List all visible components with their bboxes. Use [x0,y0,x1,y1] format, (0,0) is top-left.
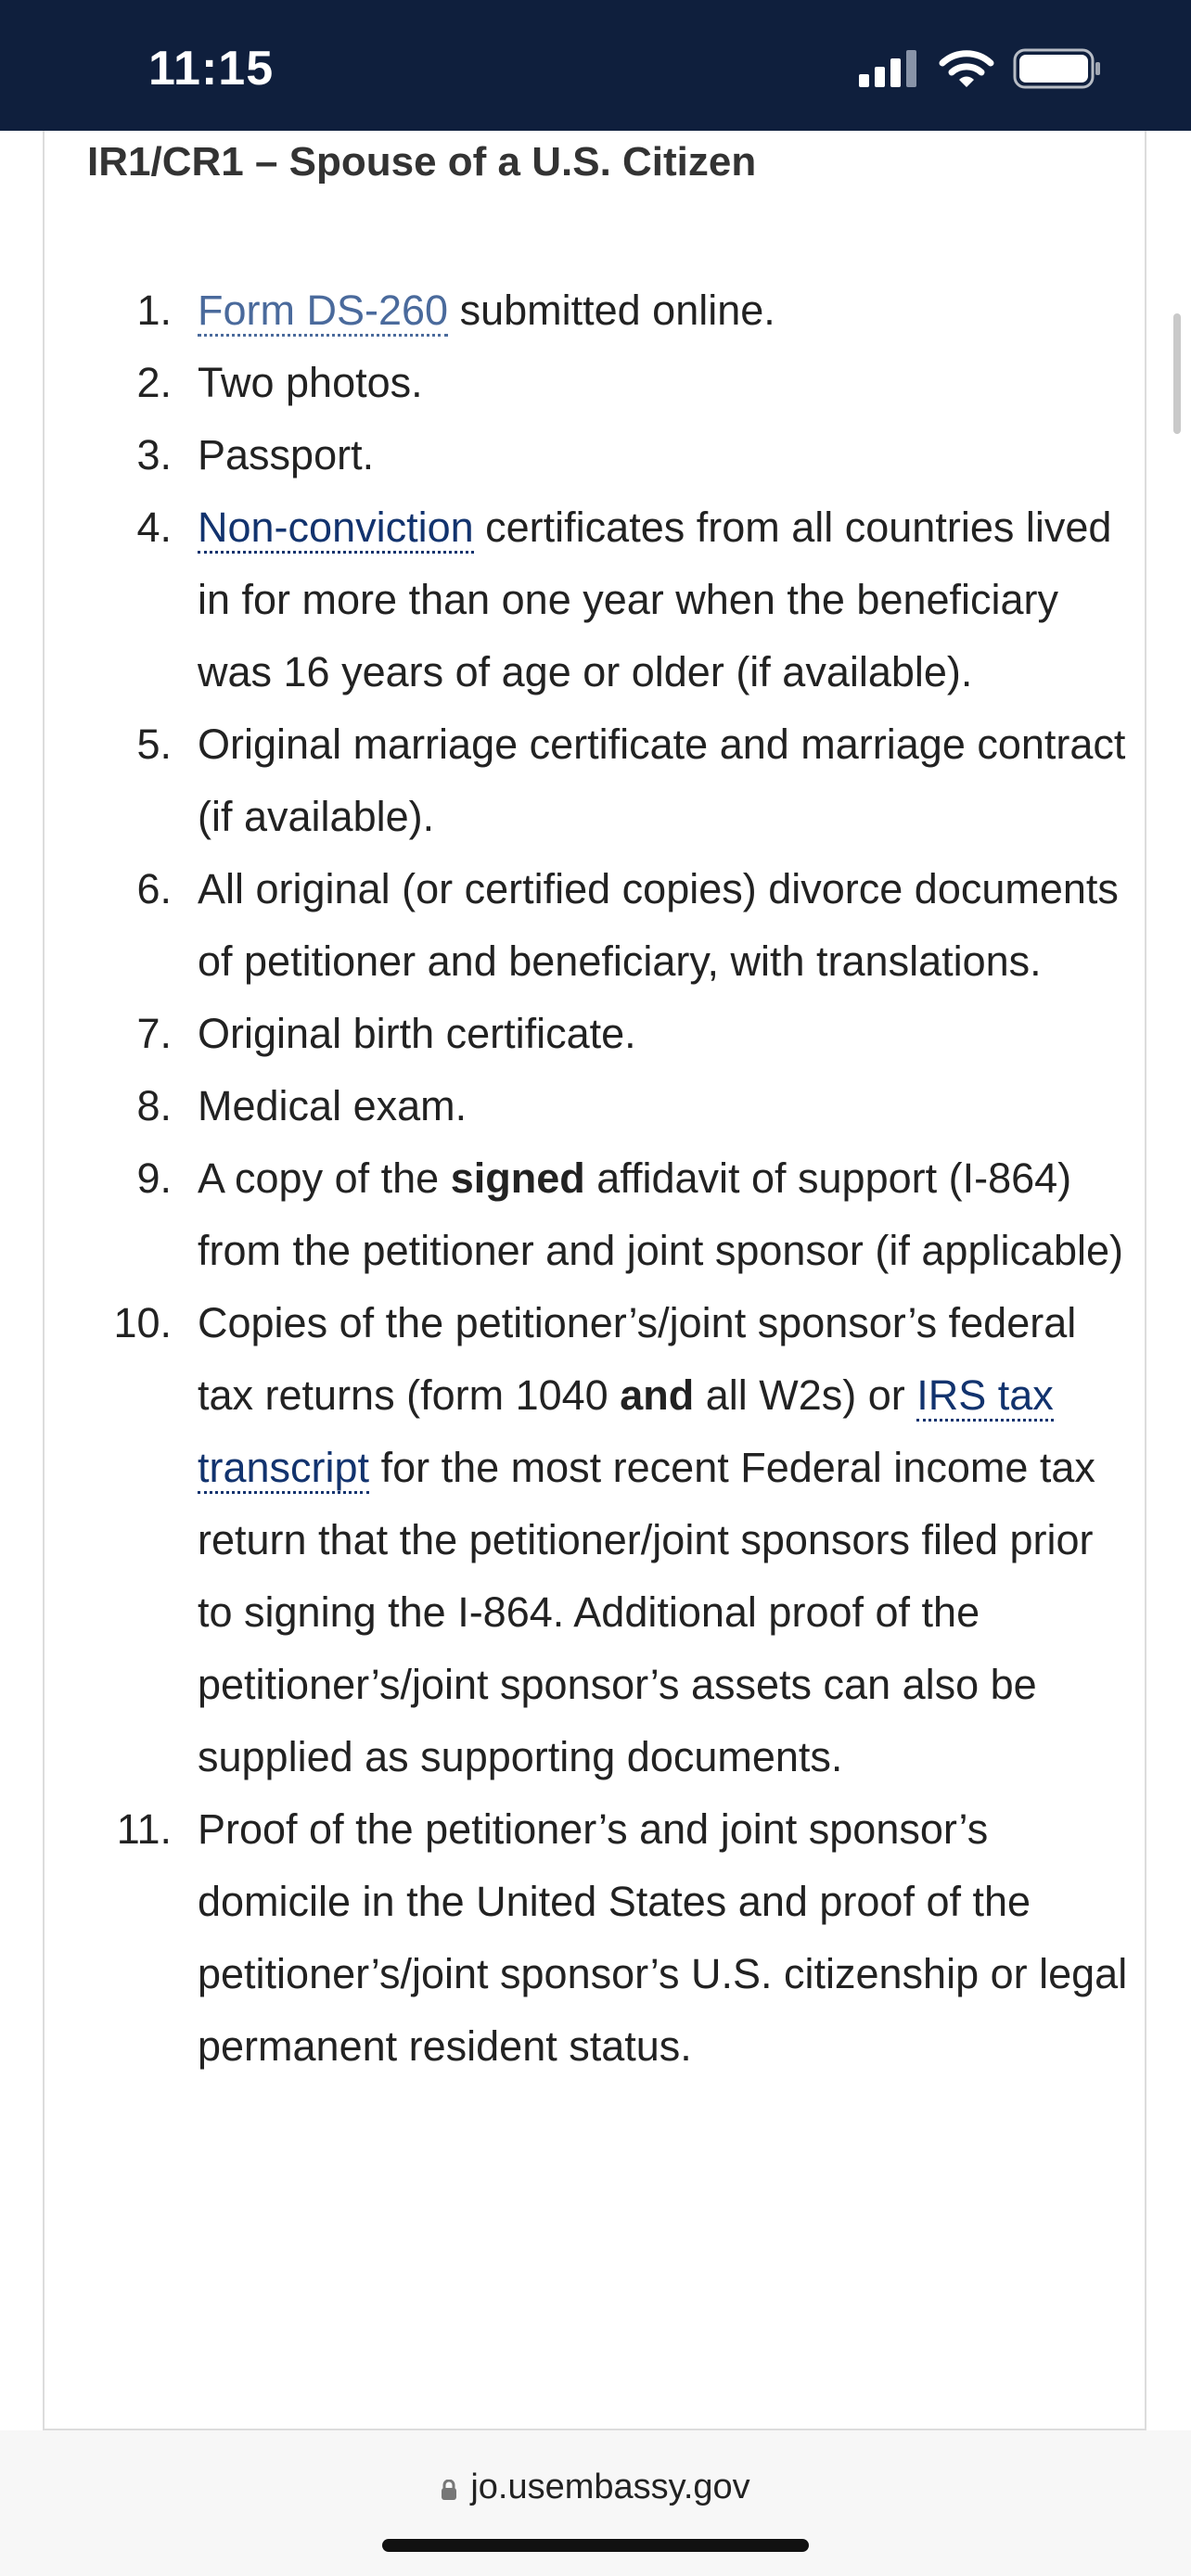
item-text: for the most recent Federal income tax return that the petitioner/joint sponsors filed prior to signing the I-864. Additional proof of the petitioner’s/joint sponsor’s assets can also be supplied as supporting documents. [198,1444,1095,1780]
list-item-number: 2. [136,359,172,406]
list-item [0,998,1191,1070]
list-item-number: 4. [136,504,172,551]
document-link[interactable]: Form DS-260 [198,287,448,337]
address-bar[interactable] [0,2468,1191,2507]
item-text: A copy of the [198,1154,451,1202]
list-item-number: 10. [113,1299,172,1346]
list-item-number: 6. [136,865,172,912]
status-icons [859,45,1102,96]
list-item [0,853,1191,998]
status-bar [0,0,1191,131]
list-item [0,419,1191,491]
item-text: submitted online. [448,287,775,334]
list-item [0,347,1191,419]
item-text: Proof of the petitioner’s and joint sponsor’s domicile in the United States and proof of the petitioner’s/joint sponsor’s U.S. citizenship or legal permanent resident status. [198,1805,1128,2070]
list-item [0,1070,1191,1142]
home-indicator[interactable] [382,2539,809,2552]
list-item [0,1142,1191,1287]
browser-bottom-bar [0,2430,1191,2576]
signal-icon [859,50,920,92]
list-item-number: 5. [136,721,172,768]
list-item [0,491,1191,708]
item-text: certificates from all countries lived in for more than one year when the beneficiary was 16 years of age or older (if available). [198,504,1112,695]
status-time: 11:15 [148,42,275,96]
list-item-number: 11. [116,1805,172,1853]
list-item [0,1287,1191,1793]
emphasis-text: and [620,1371,695,1419]
list-item-number: 9. [136,1154,172,1202]
item-text: Original marriage certificate and marriage contract (if available). [198,721,1126,840]
item-text: affidavit of support (I-864) from the petitioner and joint sponsor (if applicable) [198,1154,1124,1274]
document-link[interactable]: Non-conviction [198,504,474,554]
item-text: all W2s) or [694,1371,917,1419]
list-item-number: 7. [136,1010,172,1057]
emphasis-text: signed [450,1154,585,1202]
item-text: Medical exam. [198,1082,467,1129]
url-text: jo.usembassy.gov [470,2468,750,2506]
document-checklist [0,274,1191,2083]
item-text: Two photos. [198,359,423,406]
list-item [0,274,1191,347]
item-text: All original (or certified copies) divorce documents of petitioner and beneficiary, with translations. [198,865,1119,985]
section-title: IR1/CR1 – Spouse of a U.S. Citizen [87,139,757,185]
item-text: Copies of the petitioner’s/joint sponsor’s federal tax returns (form 1040 [198,1299,1077,1419]
battery-icon [1013,48,1102,94]
list-item-number: 3. [136,431,172,478]
wifi-icon [939,48,994,94]
list-item [0,708,1191,853]
list-item-number: 1. [136,287,172,334]
list-item-number: 8. [136,1082,172,1129]
scrollbar[interactable] [1173,313,1181,434]
item-text: Original birth certificate. [198,1010,636,1057]
document-link[interactable]: IRS tax transcript [198,1371,1054,1494]
item-text: Passport. [198,431,375,478]
lock-icon [441,2469,457,2490]
list-item [0,1793,1191,2083]
